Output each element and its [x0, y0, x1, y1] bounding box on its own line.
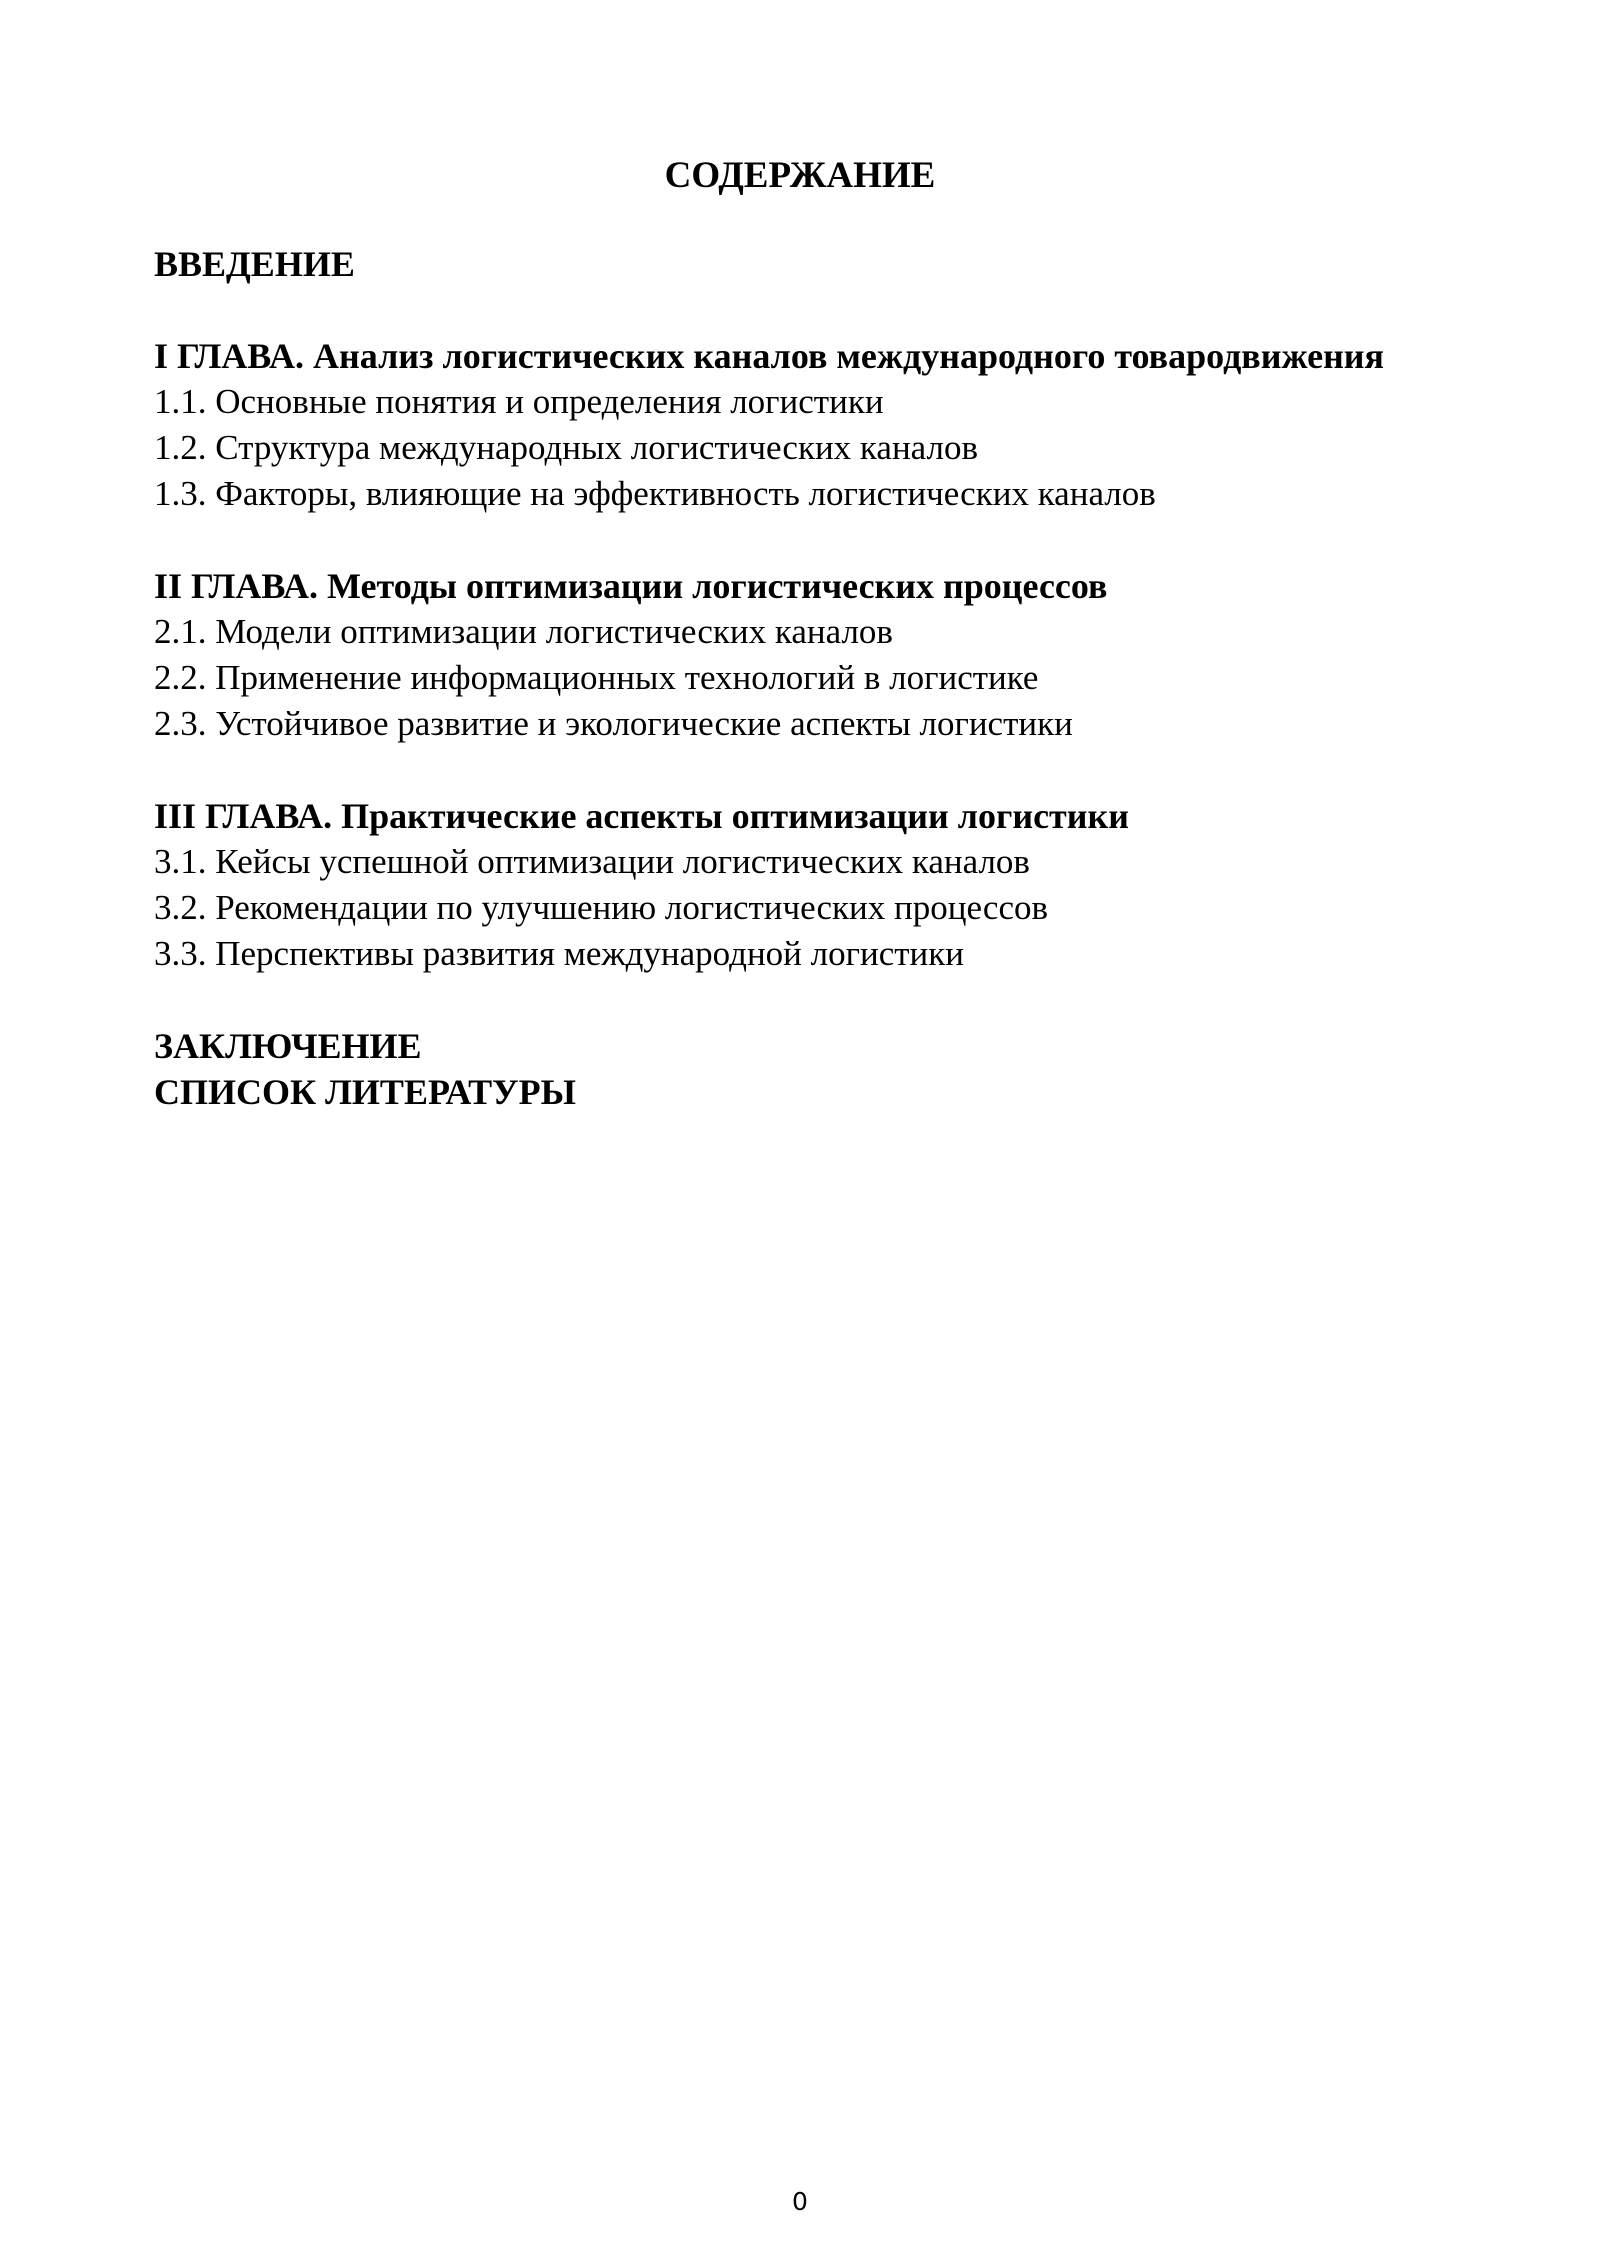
toc-section-2-1: 2.1. Модели оптимизации логистических каналов — [154, 612, 893, 651]
toc-chapter-3-title: III ГЛАВА. Практические аспекты оптимизации логистики — [154, 796, 1129, 836]
toc-section-3-2: 3.2. Рекомендации по улучшению логистических процессов — [154, 888, 1049, 927]
toc-conclusion: ЗАКЛЮЧЕНИЕ — [154, 1026, 422, 1066]
toc-section-2-3: 2.3. Устойчивое развитие и экологические аспекты логистики — [154, 704, 1073, 743]
toc-section-3-3: 3.3. Перспективы развития международной логистики — [154, 934, 965, 973]
page-title: СОДЕРЖАНИЕ — [664, 155, 936, 196]
toc-section-3-1: 3.1. Кейсы успешной оптимизации логистических каналов — [154, 842, 1030, 881]
spacer — [154, 977, 1494, 1023]
spacer — [154, 517, 1494, 563]
toc-chapter-1-title: I ГЛАВА. Анализ логистических каналов международного товародвижения — [154, 336, 1385, 376]
toc-section-1-1: 1.1. Основные понятия и определения логистики — [154, 382, 884, 421]
toc-introduction: ВВЕДЕНИЕ — [154, 244, 355, 284]
toc-bibliography: СПИСОК ЛИТЕРАТУРЫ — [154, 1072, 576, 1112]
toc-chapter-2-title: II ГЛАВА. Методы оптимизации логистических процессов — [154, 566, 1108, 606]
spacer — [154, 287, 1494, 333]
page-number: 0 — [792, 2187, 808, 2216]
toc-section-1-3: 1.3. Факторы, влияющие на эффективность логистических каналов — [154, 474, 1156, 513]
table-of-contents — [154, 241, 1494, 1115]
toc-section-2-2: 2.2. Применение информационных технологий в логистике — [154, 658, 1039, 697]
toc-section-1-2: 1.2. Структура международных логистических каналов — [154, 428, 979, 467]
spacer — [154, 747, 1494, 793]
